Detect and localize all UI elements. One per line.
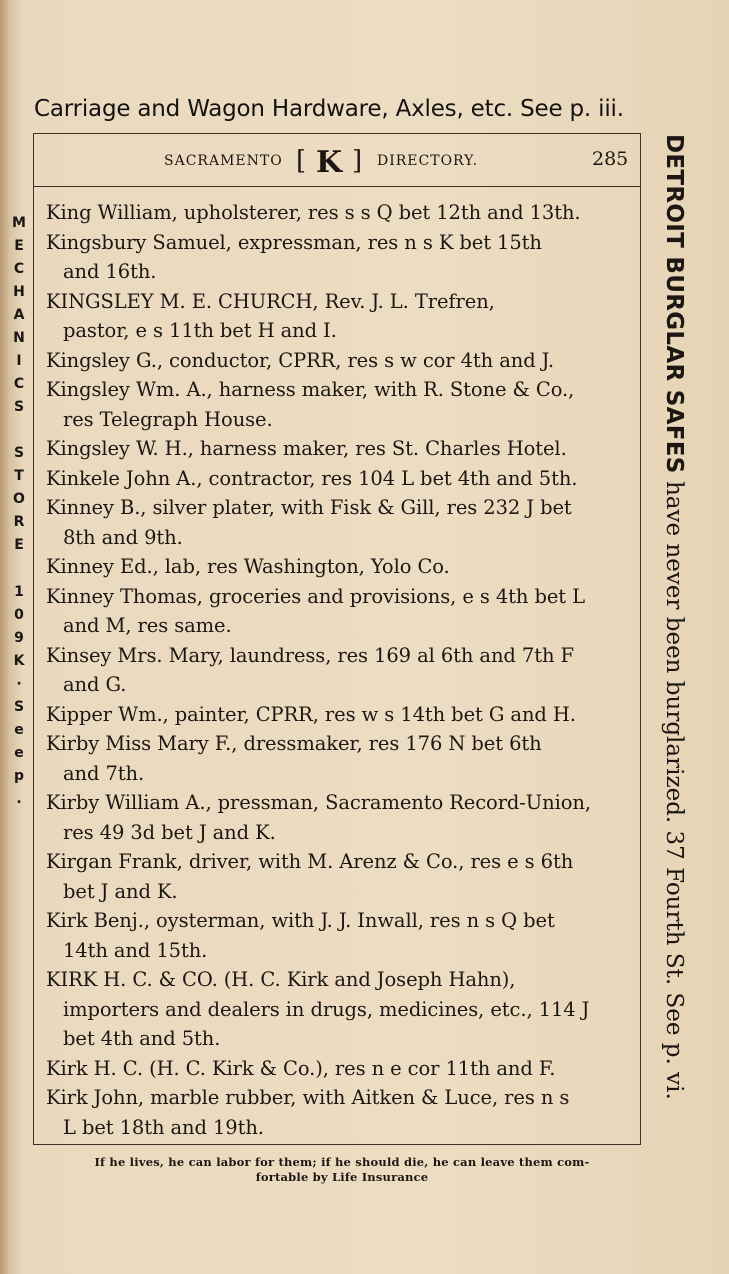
entry-continuation: and 7th. xyxy=(63,761,145,785)
left-ad-letter: · xyxy=(16,676,22,692)
left-ad-letter: S xyxy=(13,445,25,461)
entry-continuation: res Telegraph House. xyxy=(63,407,273,431)
left-ad-upper xyxy=(6,212,32,557)
directory-entry xyxy=(46,906,631,965)
header-bracket-right: ] xyxy=(352,146,364,176)
left-ad-letter: . xyxy=(16,791,22,807)
entry-line: Kingsbury Samuel, expressman, res n s K bet 15th xyxy=(46,230,542,254)
left-ad-letter: C xyxy=(13,261,25,277)
footer-advertisement xyxy=(32,1155,652,1185)
directory-entry xyxy=(46,641,631,700)
entry-continuation: 8th and 9th. xyxy=(63,525,183,549)
header-title: DIRECTORY. xyxy=(377,153,479,169)
entry-line: Kirby Miss Mary F., dressmaker, res 176 N bet 6th xyxy=(46,732,542,755)
entry-line: King William, upholsterer, res s s Q bet 12th and 13th. xyxy=(46,201,581,224)
header-letter: K xyxy=(316,145,344,180)
entry-line: Kingsley G., conductor, CPRR, res s w cor 4th and J. xyxy=(46,348,554,372)
entry-line: Kinney Ed., lab, res Washington, Yolo Co. xyxy=(46,555,450,578)
directory-frame xyxy=(33,133,641,1145)
left-ad-letter: S xyxy=(13,699,25,715)
directory-entry xyxy=(46,464,631,494)
entry-line: Kinney B., silver plater, with Fisk & Gill, res 232 J bet xyxy=(46,496,572,519)
running-header xyxy=(34,146,640,180)
entry-line: Kipper Wm., painter, CPRR, res w s 14th bet G and H. xyxy=(46,702,576,726)
entry-continuation: and M, res same. xyxy=(63,614,232,637)
left-ad-letter: I xyxy=(16,353,22,369)
directory-entry xyxy=(46,287,631,346)
left-ad-letter: E xyxy=(14,537,24,553)
entry-line: KINGSLEY M. E. CHURCH, Rev. J. L. Trefren, xyxy=(46,289,495,313)
left-ad-letter: N xyxy=(13,330,25,346)
directory-entry xyxy=(46,700,631,730)
directory-entry xyxy=(46,965,631,1054)
entry-continuation: res 49 3d bet J and K. xyxy=(63,820,276,844)
left-ad-letter: e xyxy=(14,745,24,761)
directory-entry xyxy=(46,847,631,906)
page-number: 285 xyxy=(592,148,629,170)
directory-entry xyxy=(46,1083,631,1142)
directory-entries xyxy=(46,198,631,1142)
entry-continuation: bet 4th and 5th. xyxy=(63,1027,221,1050)
entry-line: Kingsley W. H., harness maker, res St. Charles Hotel. xyxy=(46,437,567,460)
left-margin-advertisement xyxy=(6,212,32,1032)
entry-line: Kinkele John A., contractor, res 104 L bet 4th and 5th. xyxy=(46,466,578,490)
left-ad-letter: e xyxy=(14,722,24,738)
right-ad-text: have never been burglarized. 37 Fourth St. See p. vi. xyxy=(661,473,687,1100)
entry-line: Kirk Benj., oysterman, with J. J. Inwall, res n s Q bet xyxy=(46,909,555,932)
left-ad-letter: 0 xyxy=(14,607,24,623)
directory-entry xyxy=(46,198,631,228)
left-ad-letter: M xyxy=(12,215,26,231)
entry-continuation: bet J and K. xyxy=(63,879,178,903)
entry-line: Kinney Thomas, groceries and provisions, e s 4th bet L xyxy=(46,584,585,608)
left-ad-lower xyxy=(6,581,32,811)
entry-line: Kingsley Wm. A., harness maker, with R. Stone & Co., xyxy=(46,378,575,401)
right-ad-bold: DETROIT BURGLAR SAFES xyxy=(661,134,687,474)
directory-entry xyxy=(46,552,631,582)
entry-line: Kirk John, marble rubber, with Aitken & Luce, res n s xyxy=(46,1086,570,1109)
header-rule xyxy=(34,186,640,187)
left-ad-letter: T xyxy=(14,468,24,484)
footer-line-1: If he lives, he can labor for them; if he should die, he can leave them com- xyxy=(94,1155,590,1169)
left-ad-letter xyxy=(6,419,32,442)
directory-entry xyxy=(46,788,631,847)
left-ad-letter: O xyxy=(13,491,25,507)
entry-line: KIRK H. C. & CO. (H. C. Kirk and Joseph Hahn), xyxy=(46,968,516,991)
entry-line: Kirgan Frank, driver, with M. Arenz & Co., res e s 6th xyxy=(46,850,574,873)
left-ad-letter: A xyxy=(13,307,25,323)
left-ad-letter: K xyxy=(13,653,25,669)
header-city: SACRAMENTO xyxy=(164,153,283,169)
directory-entry xyxy=(46,493,631,552)
left-ad-letter: S xyxy=(13,399,25,415)
entry-continuation: importers and dealers in drugs, medicines, etc., 114 J xyxy=(63,997,590,1021)
left-ad-letter: H xyxy=(13,284,25,300)
directory-entry xyxy=(46,346,631,376)
top-advertisement: Carriage and Wagon Hardware, Axles, etc. See p. iii. xyxy=(34,96,624,122)
left-ad-letter: R xyxy=(13,514,25,530)
entry-continuation: L bet 18th and 19th. xyxy=(63,1115,264,1139)
entry-continuation: 14th and 15th. xyxy=(63,938,208,962)
directory-entry xyxy=(46,582,631,641)
directory-entry xyxy=(46,434,631,464)
left-ad-letter: 9 xyxy=(14,630,24,646)
left-ad-letter: C xyxy=(13,376,25,392)
left-ad-letter: 1 xyxy=(14,584,24,600)
entry-line: Kirby William A., pressman, Sacramento Record-Union, xyxy=(46,791,591,814)
entry-continuation: and 16th. xyxy=(63,260,157,283)
directory-entry xyxy=(46,228,631,287)
left-ad-letter: p xyxy=(13,768,25,784)
right-margin-advertisement xyxy=(656,134,692,1159)
header-bracket-left: [ xyxy=(296,146,308,176)
entry-continuation: and G. xyxy=(63,673,127,696)
entry-line: Kinsey Mrs. Mary, laundress, res 169 al 6th and 7th F xyxy=(46,643,574,667)
entry-line: Kirk H. C. (H. C. Kirk & Co.), res n e cor 11th and F. xyxy=(46,1056,556,1080)
directory-entry xyxy=(46,729,631,788)
left-ad-letter: E xyxy=(14,238,24,254)
directory-entry xyxy=(46,1054,631,1084)
directory-entry xyxy=(46,375,631,434)
footer-line-2: fortable by Life Insurance xyxy=(255,1170,429,1184)
entry-continuation: pastor, e s 11th bet H and I. xyxy=(63,319,337,342)
